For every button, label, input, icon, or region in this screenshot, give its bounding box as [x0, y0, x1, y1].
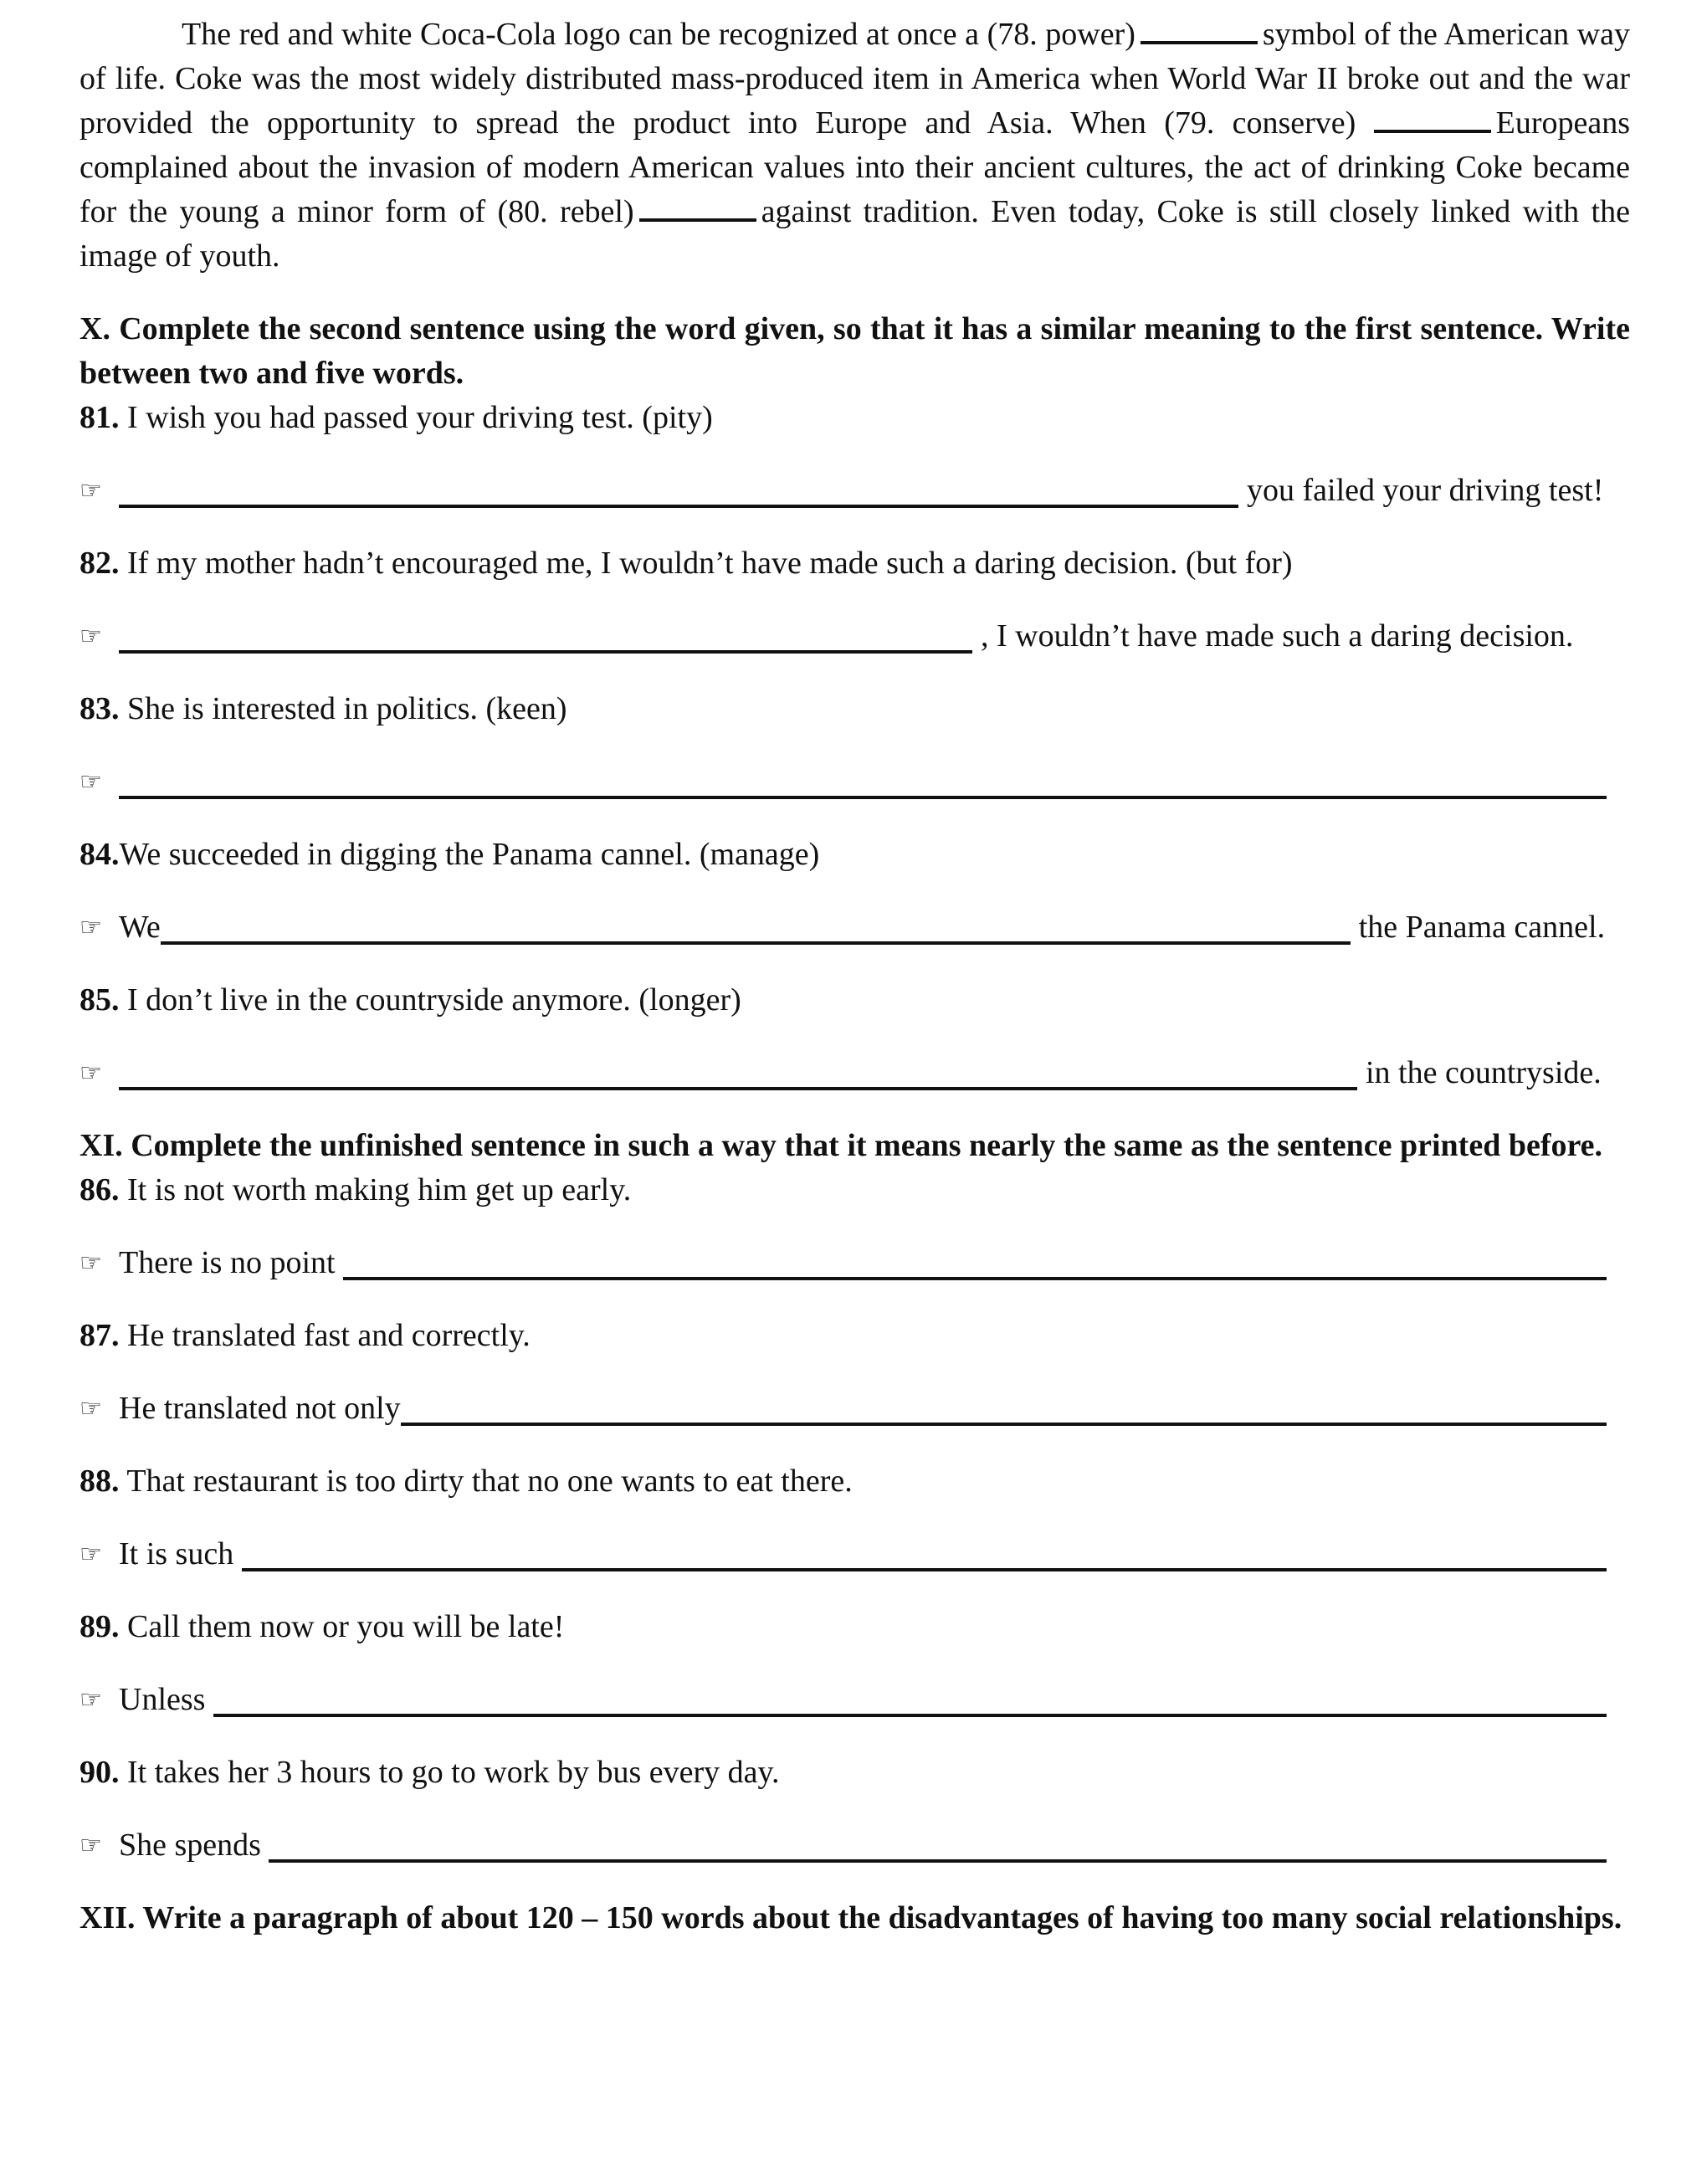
answer-blank-line[interactable] — [119, 649, 972, 654]
answer-row — [79, 1051, 1630, 1095]
question-90 — [79, 1751, 1630, 1795]
question-text: She is interested in politics. (keen) — [119, 691, 567, 726]
answer-suffix: the Panama cannel. — [1358, 910, 1606, 945]
question-87 — [79, 1314, 1630, 1358]
section-x-heading: X. Complete the second sentence using the word given, so that it has a similar meaning to the first sentence. Write between two and five words. — [79, 311, 1630, 391]
answer-suffix: , I wouldn’t have made such a daring decision. — [981, 618, 1574, 654]
pointing-hand-icon: ☞ — [79, 1248, 102, 1278]
answer-row — [79, 905, 1630, 950]
section-xii-heading: XII. Write a paragraph of about 120 – 150 words about the disadvantages of having too many social relationships. — [79, 1900, 1622, 1935]
pointing-hand-icon: ☞ — [79, 1831, 102, 1860]
passage-text: Europeans complained about the invasion of modern American values into their ancient cultures, the act of drinking Coke became for the young a minor form of (80. rebel) — [79, 105, 1631, 229]
answer-row — [79, 760, 1630, 804]
question-number: 82. — [79, 546, 120, 581]
answer-row — [79, 1387, 1630, 1431]
question-number: 88. — [79, 1464, 120, 1499]
pointing-hand-icon: ☞ — [79, 1059, 102, 1088]
section-xi-heading: XI. Complete the unfinished sentence in such a way that it means nearly the same as the sentence printed before. — [79, 1128, 1603, 1163]
question-text: It is not worth making him get up early. — [119, 1172, 632, 1207]
answer-suffix: you failed your driving test! — [1247, 473, 1604, 508]
answer-suffix: in the countryside. — [1366, 1055, 1602, 1090]
answer-prefix: It is such — [119, 1536, 242, 1571]
answer-row — [79, 1678, 1630, 1722]
question-number: 83. — [79, 691, 120, 726]
answer-row — [79, 1823, 1630, 1868]
question-85 — [79, 978, 1630, 1023]
question-text: We succeeded in digging the Panama cannel. (manage) — [119, 837, 820, 872]
pointing-hand-icon: ☞ — [79, 1540, 102, 1569]
passage-text: against tradition. Even today, Coke is still closely linked with the image of youth. — [79, 194, 1630, 274]
question-84 — [79, 833, 1630, 877]
answer-row — [79, 469, 1630, 513]
question-88 — [79, 1459, 1630, 1504]
pointing-hand-icon: ☞ — [79, 1685, 102, 1715]
question-number: 85. — [79, 982, 120, 1018]
answer-blank-line[interactable] — [161, 941, 1351, 945]
answer-row — [79, 614, 1630, 659]
question-number: 81. — [79, 400, 120, 435]
answer-blank-line[interactable] — [213, 1713, 1607, 1717]
answer-prefix: He translated not only — [119, 1391, 401, 1426]
question-text: I don’t live in the countryside anymore. (longer) — [119, 982, 741, 1018]
answer-row — [79, 1532, 1630, 1576]
question-86 — [79, 1168, 1630, 1212]
question-81 — [79, 396, 1630, 440]
passage-text: symbol of the American way of life. Coke was the most widely distributed mass-produced item in America when World War II broke out and the war provided the opportunity to spread the product into Europe and Asia. When (79. conserve) — [79, 17, 1630, 141]
question-text: That restaurant is too dirty that no one wants to eat there. — [119, 1464, 853, 1499]
pointing-hand-icon: ☞ — [79, 476, 102, 505]
answer-blank-line[interactable] — [401, 1422, 1607, 1426]
question-text: Call them now or you will be late! — [119, 1609, 565, 1644]
answer-prefix: We — [119, 910, 161, 945]
question-82 — [79, 541, 1630, 586]
blank-79[interactable] — [1374, 101, 1491, 133]
answer-prefix: She spends — [119, 1828, 269, 1863]
question-83 — [79, 687, 1630, 731]
answer-blank-line[interactable] — [119, 795, 1607, 799]
section-x-questions — [79, 396, 1630, 1095]
question-text: If my mother hadn’t encouraged me, I wouldn’t have made such a daring decision. (but for) — [119, 546, 1293, 581]
reading-passage — [79, 13, 1630, 279]
blank-78[interactable] — [1141, 13, 1258, 44]
question-text: He translated fast and correctly. — [119, 1318, 531, 1353]
answer-blank-line[interactable] — [343, 1276, 1607, 1280]
question-number: 87. — [79, 1318, 120, 1353]
answer-prefix: There is no point — [119, 1245, 344, 1280]
pointing-hand-icon: ☞ — [79, 1394, 102, 1423]
question-number: 89. — [79, 1609, 120, 1644]
question-number: 90. — [79, 1755, 120, 1790]
passage-text: The red and white Coca-Cola logo can be recognized at once a (78. power) — [182, 17, 1135, 52]
blank-80[interactable] — [639, 190, 756, 222]
question-text: It takes her 3 hours to go to work by bus every day. — [119, 1755, 780, 1790]
answer-blank-line[interactable] — [119, 504, 1238, 508]
answer-blank-line[interactable] — [242, 1567, 1607, 1571]
answer-blank-line[interactable] — [119, 1086, 1357, 1090]
question-number: 84. — [79, 837, 120, 872]
section-xi-questions — [79, 1168, 1630, 1868]
question-89 — [79, 1605, 1630, 1649]
answer-blank-line[interactable] — [269, 1858, 1607, 1863]
pointing-hand-icon: ☞ — [79, 767, 102, 797]
pointing-hand-icon: ☞ — [79, 622, 102, 651]
pointing-hand-icon: ☞ — [79, 913, 102, 942]
answer-prefix: Unless — [119, 1682, 213, 1717]
question-number: 86. — [79, 1172, 120, 1207]
question-text: I wish you had passed your driving test. (pity) — [119, 400, 713, 435]
answer-row — [79, 1241, 1630, 1285]
